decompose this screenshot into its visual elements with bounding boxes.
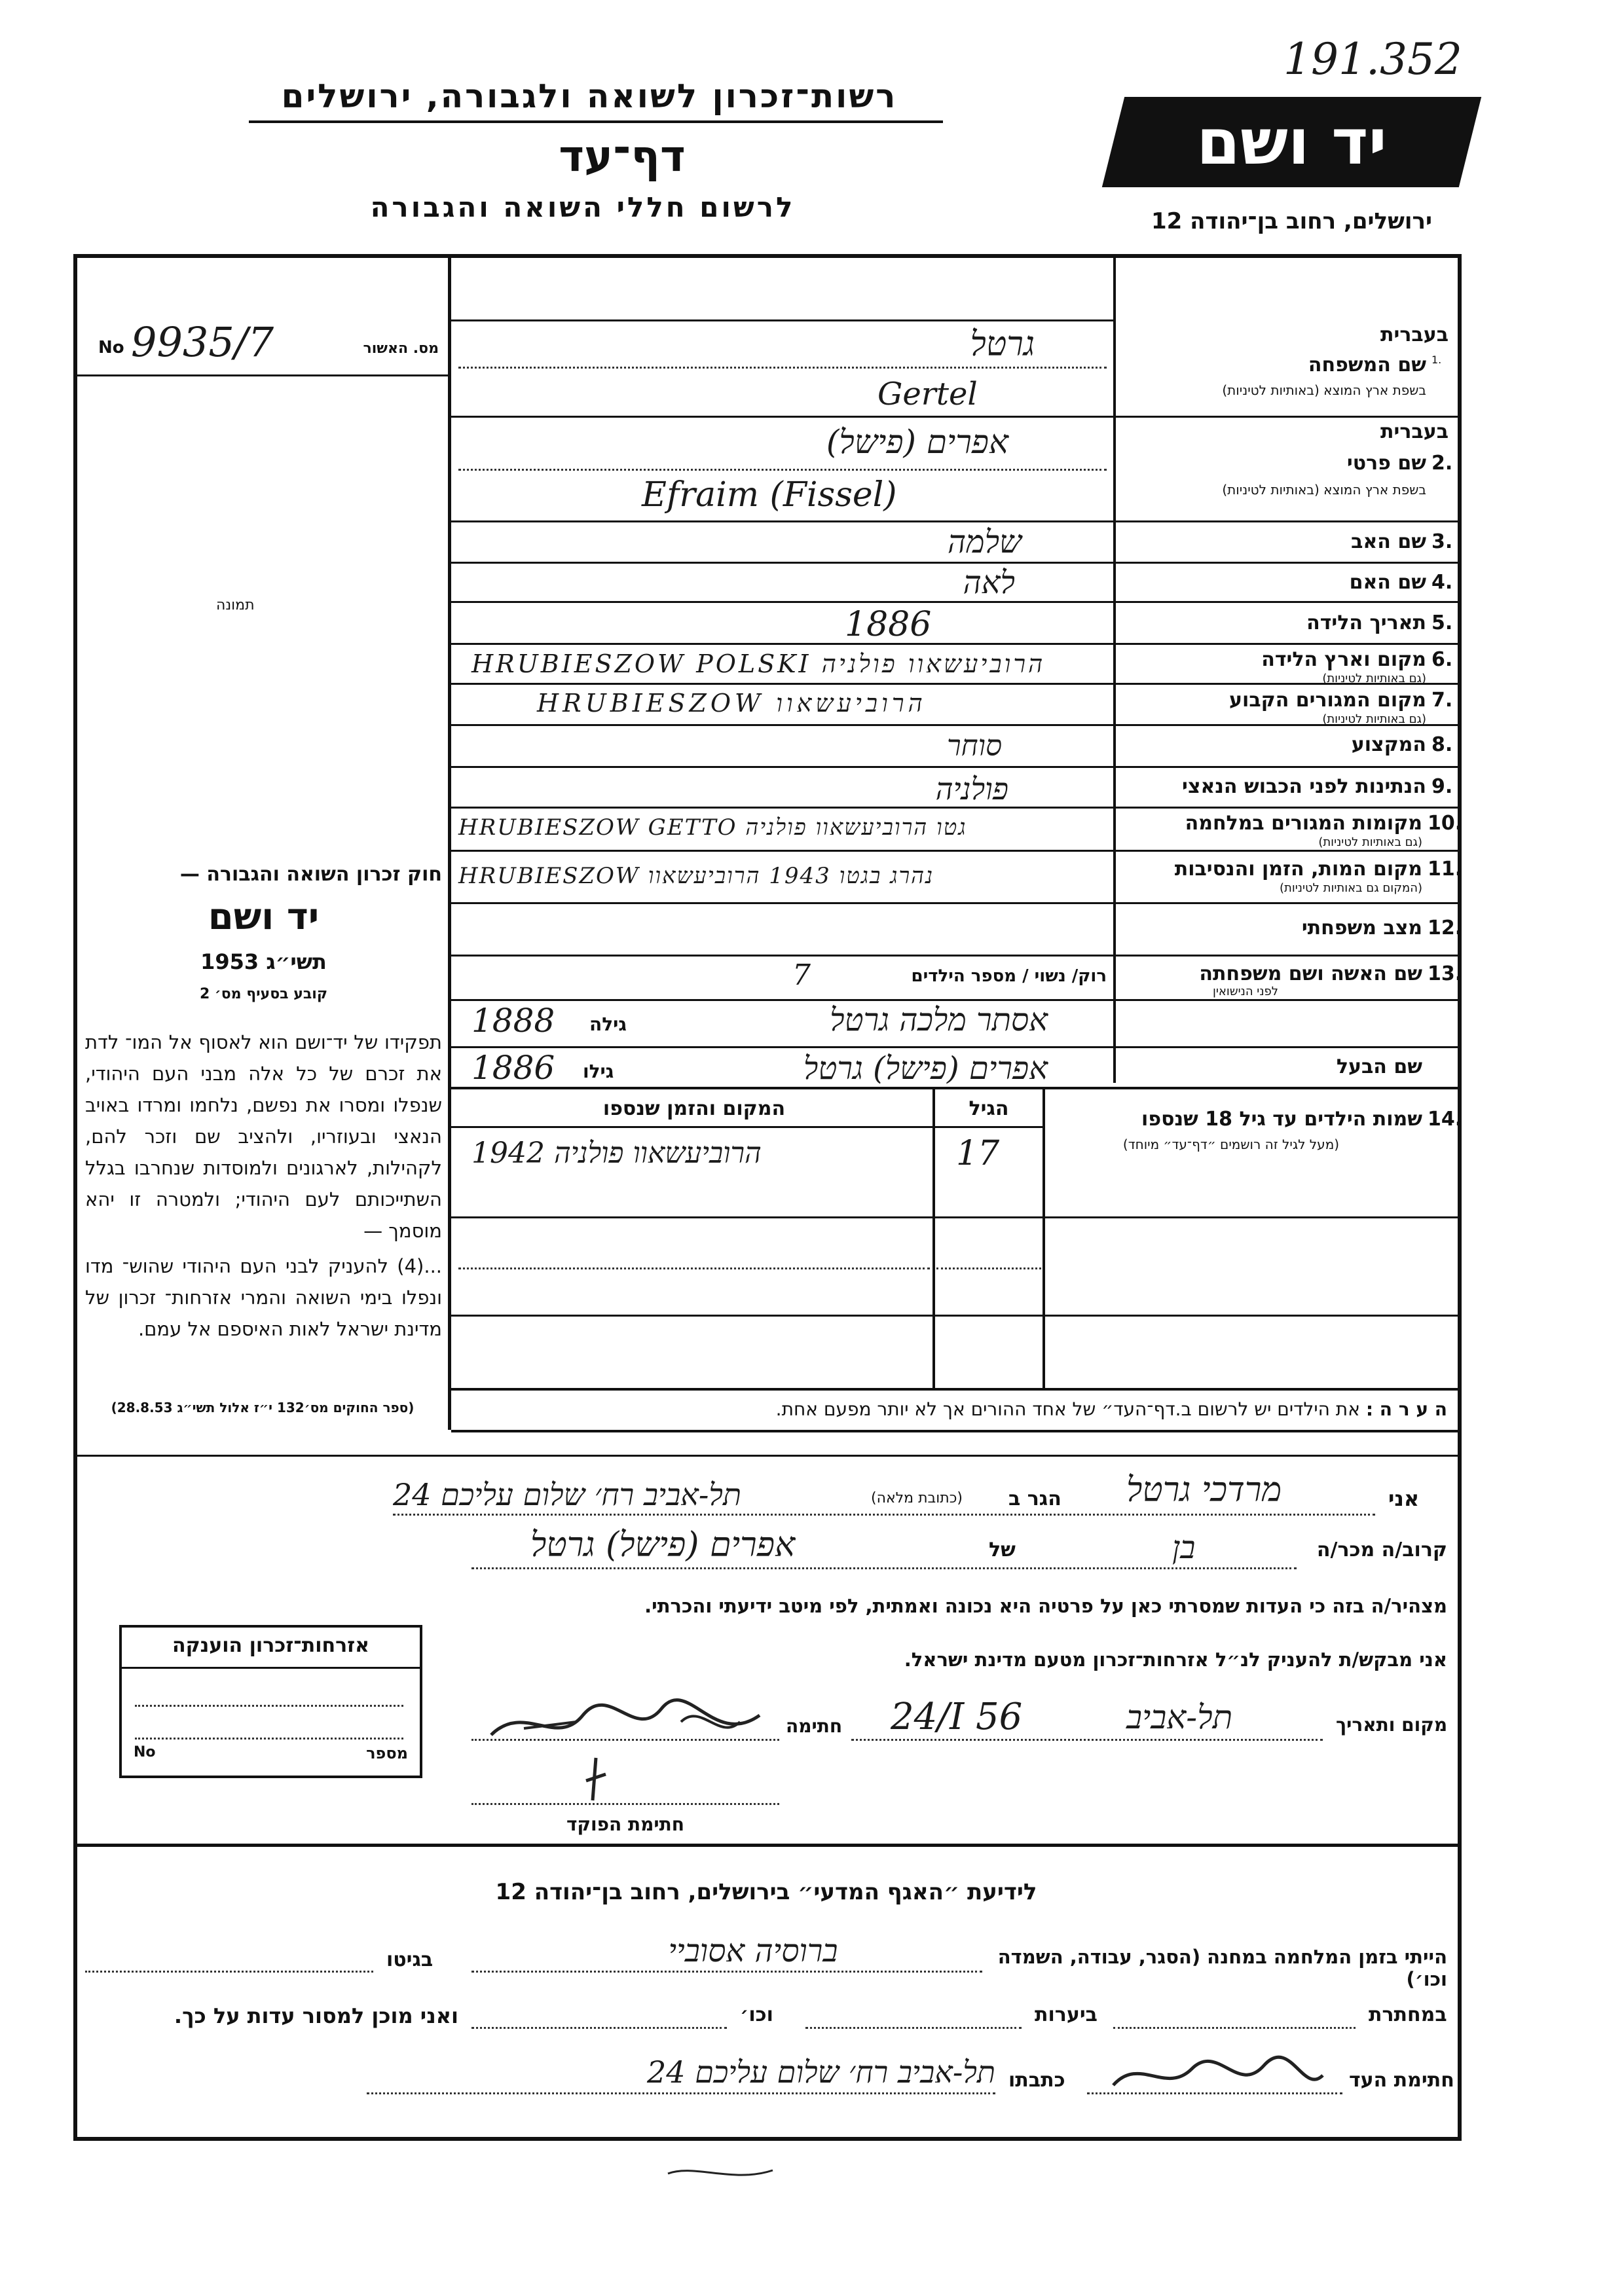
- intel-line-sig: [1087, 2092, 1342, 2094]
- children-row-dots: [458, 1267, 930, 1269]
- row-line: [451, 319, 1113, 321]
- decl-place: תל-אביב: [1126, 1698, 1233, 1736]
- hint-family-name: בשפת ארץ המוצא (באותיות לטיניות): [1222, 382, 1426, 398]
- label-birth-place: מקום וארץ הלידה: [1261, 648, 1426, 671]
- label-profession: המקצוע: [1351, 733, 1426, 756]
- officer-line: [471, 1803, 779, 1805]
- intel-line-ghetto: [85, 1971, 373, 1973]
- intel-forests-label: ביערות: [1035, 2003, 1098, 2026]
- lang-hebrew-2: בעברית: [1380, 420, 1449, 443]
- value-profession: סוחר: [947, 729, 1002, 763]
- citizenship-box-dots: [135, 1705, 403, 1707]
- row-dots: [458, 367, 1107, 369]
- value-birth-date: 1886: [845, 605, 932, 644]
- field-num-6: 6.: [1431, 648, 1453, 671]
- decl-address: תל-אביב רח׳ שלום עליכם 24: [393, 1477, 741, 1512]
- row-line: [451, 1388, 1458, 1391]
- row-line: [451, 1315, 1458, 1317]
- declarant-signature: [485, 1689, 773, 1755]
- intel-camp-value: ברוסיה אסוביי: [668, 1933, 838, 1969]
- intel-ghetto-label: בגיטו: [386, 1948, 434, 1971]
- decl-ani: אני: [1388, 1486, 1420, 1511]
- children-row-dots: [936, 1267, 1041, 1269]
- field-num-13: 13.: [1428, 962, 1463, 985]
- decl-request: אני מבקש/ת להעניק לנ״ל אזרחות־זכרון מטעם מדינת ישראל.: [904, 1649, 1447, 1671]
- decl-line-2: [471, 1567, 1297, 1569]
- intel-line-1: [471, 1971, 982, 1973]
- value-husband-age: 1886: [471, 1049, 555, 1087]
- value-wife-name: אסתר מלכה גרטל: [830, 1002, 1048, 1038]
- citizenship-box-divider: [122, 1667, 420, 1669]
- intel-etc-label: וכו׳: [740, 2003, 773, 2026]
- note-text: את הילדים יש לרשום ב.דף־העד״ של אחד ההורים אך לא יותר מפעם אחת.: [775, 1398, 1360, 1420]
- field-num-5: 5.: [1431, 611, 1453, 634]
- value-wife-age: 1888: [471, 1002, 555, 1040]
- law-source: (ספר החוקים מס׳132 י״ז אלול תשי״ג 28.8.53): [111, 1400, 415, 1415]
- intel-line-underground: [1113, 2027, 1356, 2029]
- lang-hebrew-1: בעברית: [1380, 323, 1449, 346]
- field-num-4: 4.: [1431, 571, 1453, 594]
- declaration-top-line: [77, 1455, 1458, 1457]
- stray-mark: [655, 2160, 786, 2187]
- ref-divider: [77, 374, 448, 376]
- row-line: [451, 416, 1458, 418]
- value-first-name-hebrew: אפרים (פישל): [826, 423, 1008, 461]
- field-num-3: 3.: [1431, 530, 1453, 553]
- citizenship-no-label: No: [134, 1744, 156, 1760]
- label-wife-name: שם האשה ושם משפחתה: [1199, 962, 1422, 985]
- row-line: [451, 562, 1458, 564]
- children-col-divider: [932, 1089, 935, 1388]
- label-marital-status: מצב משפחתי: [1301, 917, 1422, 939]
- value-death-place: HRUBIESZOW נהרג בגטו 1943 הרוביעשאוו: [458, 863, 934, 889]
- value-family-name-hebrew: גרטל: [970, 325, 1035, 364]
- note-label: ה ע ר ה :: [1365, 1398, 1447, 1420]
- left-column-divider: [448, 258, 451, 1430]
- photo-label: תמונה: [216, 597, 255, 613]
- decl-line-date: [851, 1739, 1323, 1741]
- row-line: [451, 643, 1458, 645]
- citizenship-box: [119, 1625, 422, 1778]
- intel-underground-label: במחתרת: [1369, 2003, 1447, 2026]
- hint-first-name: בשפת ארץ המוצא (באותיות לטיניות): [1222, 482, 1426, 498]
- form-right-border: [1458, 254, 1462, 2141]
- row-line: [451, 955, 1458, 957]
- logo-text: יד ושם: [1196, 105, 1387, 179]
- value-birth-place: HRUBIESZOW POLSKI הרוביעשאוו פולניה: [471, 649, 1046, 678]
- value-nationality: פולניה: [935, 771, 1008, 807]
- children-col-age: הגיל: [969, 1097, 1009, 1120]
- intel-camp-label: הייתי בזמן המלחמה במחנה (הסגר, עבודה, השמדה וכו׳): [997, 1946, 1447, 1990]
- field-num-1: 1.: [1431, 354, 1442, 366]
- intel-line-etc: [471, 2027, 727, 2029]
- hint-death-place: (המקום גם באותיות לטיניות): [1279, 881, 1422, 895]
- row-line: [451, 1430, 1458, 1432]
- field-num-11: 11.: [1428, 858, 1463, 881]
- label-residence: מקום המגורים הקבוע: [1229, 689, 1426, 712]
- law-year: תשי״ג 1953: [200, 949, 327, 974]
- citizenship-number-label: מספר: [366, 1744, 408, 1762]
- form-bottom-border: [73, 2137, 1462, 2141]
- officer-signature-label: חתימת הפוקד: [566, 1813, 685, 1835]
- hint-wife-name: לפני הנישואין: [1212, 985, 1279, 998]
- value-father-name: שלמה: [947, 524, 1022, 560]
- decl-statement: מצהיר/ה בזה כי העדות שמסרתי כאן על פרטיה היא נכונה ואמתית, לפי מיטב ידיעתי והכרתי.: [644, 1595, 1447, 1617]
- children-col-place: המקום והזמן שנספו: [602, 1097, 786, 1120]
- value-wartime-residence: HRUBIESZOW GETTO גטו הרוביעשאוו פולניה: [458, 814, 967, 841]
- intel-top-line: [77, 1844, 1458, 1847]
- logo-block: [1102, 97, 1481, 187]
- label-nationality: הנתינות לפני הכבוש הנאצי: [1182, 775, 1426, 798]
- label-death-place: מקום המות, הזמן והנסיבות: [1174, 858, 1422, 881]
- decl-line-1: [393, 1514, 1375, 1516]
- child-1-age: 17: [956, 1134, 1000, 1173]
- form-top-border: [73, 254, 1462, 258]
- label-wartime-residence: מקומות המגורים במלחמה: [1185, 812, 1422, 835]
- law-paragraph-1: תפקידו של יד־ושם הוא לאסוף אל המו־ לדת את זכרם של כל אלה מבני העם היהודי, שנפלו ומסרו את נפשם, נלחמו ומרדו באויב הנאצי ובעוזריו, ולהציב שם וזכר להם, לקהילות, לארגונים ולמוסדות שנחרבו בגלל השתייכותם לעם היהודי; ולמטרה זו יהא מוסמך —: [85, 1031, 442, 1242]
- decl-full-address-hint: (כתובת מלאה): [871, 1490, 963, 1506]
- label-first-name: שם פרטי: [1346, 452, 1426, 475]
- field-num-8: 8.: [1431, 733, 1453, 756]
- citizenship-box-dots: [135, 1738, 403, 1740]
- decl-of: של: [989, 1539, 1016, 1561]
- decl-lives-in: הגר ב: [1008, 1487, 1061, 1510]
- row-line: [451, 520, 1458, 522]
- row-line: [451, 850, 1458, 852]
- ref-label: מס. האשור: [363, 340, 439, 357]
- label-wife-age: גילה: [589, 1013, 627, 1035]
- label-family-name: שם המשפחה: [1308, 354, 1426, 376]
- decl-line-sig: [471, 1739, 779, 1741]
- row-line: [451, 1087, 1458, 1089]
- ref-number: 9935/7: [131, 318, 274, 366]
- child-1-place: 1942 הרוביעשאוו פולניה: [471, 1137, 762, 1170]
- header-address: ירושלים, רחוב בן־יהודה 12: [1151, 208, 1433, 234]
- decl-date: 24/I 56: [891, 1696, 1023, 1738]
- children-title: שמות הילדים עד גיל 18 שנספו: [1141, 1108, 1422, 1131]
- field-num-7: 7.: [1431, 689, 1453, 712]
- law-section: קובע בסעיף מס׳ 2: [199, 986, 328, 1002]
- label-children-count: רוק/ נשוי / מספר הילדים: [911, 966, 1107, 986]
- ref-no-label: No: [98, 338, 124, 357]
- label-mother-name: שם האם: [1349, 571, 1426, 594]
- decl-relation: בן: [1172, 1529, 1196, 1566]
- law-title: חוק זכרון השואה והגבורה —: [179, 863, 442, 886]
- hint-residence: (גם באותיות לטיניות): [1322, 712, 1426, 726]
- form-subtitle: לרשום חללי השואה והגבורה: [370, 191, 796, 223]
- field-num-2: 2.: [1431, 452, 1453, 475]
- intel-address-value: תל-אביב רח׳ שלום עליכם 24: [647, 2054, 995, 2090]
- officer-signature: [576, 1755, 616, 1807]
- value-family-name-latin: Gertel: [877, 376, 978, 412]
- field-num-14: 14.: [1428, 1108, 1463, 1131]
- label-birth-date: תאריך הלידה: [1306, 611, 1426, 634]
- intel-line-forests: [805, 2027, 1022, 2029]
- row-line: [451, 999, 1458, 1001]
- intel-line-address: [367, 2092, 995, 2094]
- label-father-name: שם האב: [1351, 530, 1426, 553]
- intel-willing-label: ואני מוכן למסור עדות על כך.: [174, 2003, 458, 2028]
- value-mother-name: לאה: [963, 564, 1015, 601]
- value-residence: HRUBIESZOW הרוביעשאוו: [537, 689, 927, 718]
- row-line: [451, 902, 1458, 904]
- row-line: [451, 1046, 1458, 1048]
- children-col-divider: [1043, 1089, 1045, 1388]
- law-paragraph-2: ...(4) להעניק לבני העם היהודי שהוש־ מדו ונפלו בימי השואה והמרי אזרחות־ זכרון של מדינת ישראל לאות האיספם אל עמם.: [85, 1255, 442, 1340]
- decl-place-date-label: מקום ותאריך: [1336, 1714, 1448, 1736]
- hint-wartime-residence: (גם באותיות לטיניות): [1318, 835, 1422, 849]
- row-line: [451, 1216, 1458, 1218]
- decl-declarant-name: מרדכי גרטל: [1126, 1470, 1282, 1510]
- form-left-border: [73, 254, 77, 2141]
- intel-title: לידיעת ״האגף המדעי״ בירושלים, רחוב בן־יהודה 12: [495, 1879, 1037, 1905]
- row-dots: [458, 469, 1107, 471]
- label-column-divider: [1113, 258, 1116, 1083]
- children-hint: (מעל לגיל זה רושמים ״דף־עד״ מיוחד): [1122, 1137, 1340, 1152]
- citizenship-box-title: אזרחות־זכרון הוענקה: [172, 1634, 370, 1657]
- value-first-name-latin: Efraim (Fissel): [642, 475, 897, 515]
- org-line: רשות־זכרון לשואה ולגבורה, ירושלים: [281, 77, 898, 115]
- label-husband-name: שם הבעל: [1336, 1055, 1422, 1078]
- intel-witness-sig-label: חתימת העד: [1349, 2069, 1454, 2092]
- row-line: [451, 807, 1458, 809]
- field-num-9: 9.: [1431, 775, 1453, 798]
- value-husband-name: אפרים (פישל) גרטל: [803, 1050, 1048, 1087]
- decl-signature-label: חתימה: [786, 1715, 843, 1737]
- row-line: [451, 766, 1458, 768]
- value-children-count: 7: [792, 958, 811, 992]
- form-title: דף־עד: [559, 131, 686, 181]
- field-num-12: 12.: [1428, 917, 1463, 939]
- field-num-10: 10.: [1428, 812, 1463, 835]
- children-header-line: [451, 1126, 1044, 1128]
- label-husband-age: גילו: [583, 1061, 614, 1082]
- decl-victim-name: אפרים (פישל) גרטל: [530, 1525, 796, 1565]
- decl-relation-label: קרוב/ה מכר/ה: [1316, 1539, 1447, 1561]
- law-name: יד ושם: [208, 896, 320, 938]
- hint-birth-place: (גם באותיות לטיניות): [1322, 672, 1426, 685]
- archive-number: 191.352: [1283, 34, 1462, 84]
- row-line: [451, 601, 1458, 603]
- note-row: [458, 1398, 1447, 1420]
- org-underline: [249, 120, 943, 123]
- intel-address-label: כתבתו: [1008, 2069, 1065, 2092]
